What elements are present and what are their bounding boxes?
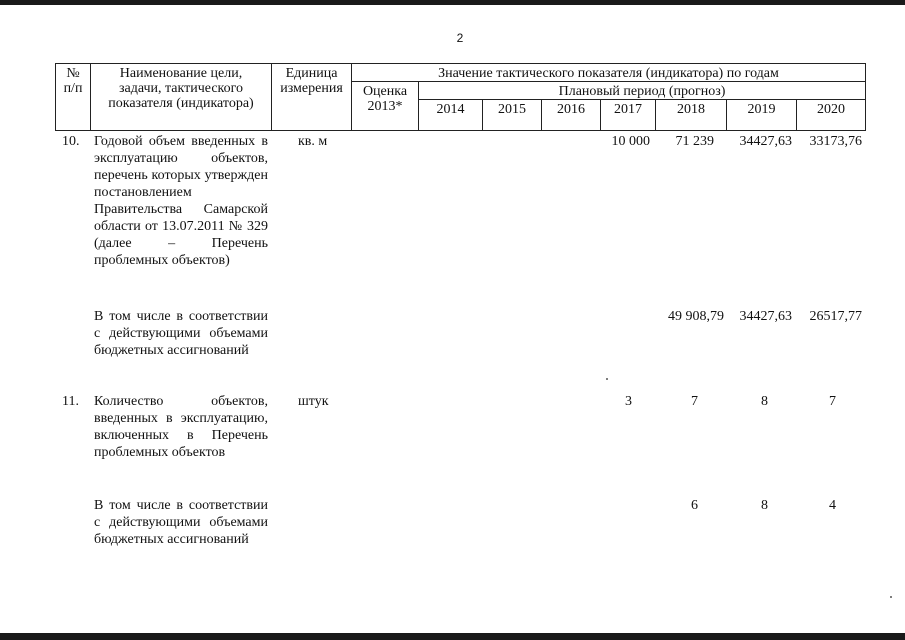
- header-year-2014: 2014: [419, 100, 483, 131]
- header-year-2016: 2016: [542, 100, 601, 131]
- header-estimate: Оценка 2013*: [352, 82, 419, 131]
- row-10-num: 10.: [62, 134, 80, 149]
- row-11-value-2017: 3: [625, 394, 632, 409]
- row-11-sub-value-2019: 8: [761, 498, 768, 513]
- row-10-sub-value-2018: 49 908,79: [668, 309, 724, 324]
- row-10-unit: кв. м: [298, 134, 328, 149]
- row-10-sub-value-2019: 34427,63: [739, 309, 792, 324]
- page-number: 2: [456, 31, 464, 45]
- header-year-2015: 2015: [483, 100, 542, 131]
- header-name: Наименование цели, задачи, тактического показателя (индикатора): [91, 63, 272, 131]
- row-11-value-2019: 8: [761, 394, 768, 409]
- row-11-name: Количество объектов, введенных в эксплуатацию, включенных в Перечень проблемных объектов: [94, 394, 268, 460]
- row-11-unit: штук: [298, 394, 329, 409]
- row-10-sub-value-2020: 26517,77: [809, 309, 862, 324]
- scan-edge-top: [0, 0, 905, 5]
- scan-speck: [890, 596, 892, 598]
- row-11-sub-name: В том числе в соответствии с действующими объемами бюджетных ассигнований: [94, 498, 268, 547]
- header-value-group: Значение тактического показателя (индикатора) по годам: [352, 63, 866, 82]
- row-10-value-2017: 10 000: [611, 134, 650, 149]
- row-11-num: 11.: [62, 394, 79, 409]
- header-year-2017: 2017: [601, 100, 656, 131]
- row-10-value-2020: 33173,76: [809, 134, 862, 149]
- row-11-sub-value-2018: 6: [691, 498, 698, 513]
- scan-speck: [606, 378, 608, 380]
- row-10-value-2019: 34427,63: [739, 134, 792, 149]
- row-11-value-2018: 7: [691, 394, 698, 409]
- row-11-value-2020: 7: [829, 394, 836, 409]
- header-unit: Единица измерения: [272, 63, 352, 131]
- scan-edge-bottom: [0, 633, 905, 640]
- header-num: № п/п: [55, 63, 91, 131]
- header-year-2020: 2020: [797, 100, 866, 131]
- row-10-value-2018: 71 239: [675, 134, 714, 149]
- row-10-sub-name: В том числе в соответствии с действующими объемами бюджетных ассигнований: [94, 309, 268, 358]
- header-plan-period: Плановый период (прогноз): [419, 82, 866, 100]
- row-11-sub-value-2020: 4: [829, 498, 836, 513]
- header-year-2019: 2019: [727, 100, 797, 131]
- header-year-2018: 2018: [656, 100, 727, 131]
- row-10-name: Годовой объем введенных в эксплуатацию объектов, перечень которых утвержден постановлением Правительства Самарской области от 13.07.2011 № 329 (далее – Перечень проблемных объектов): [94, 134, 268, 268]
